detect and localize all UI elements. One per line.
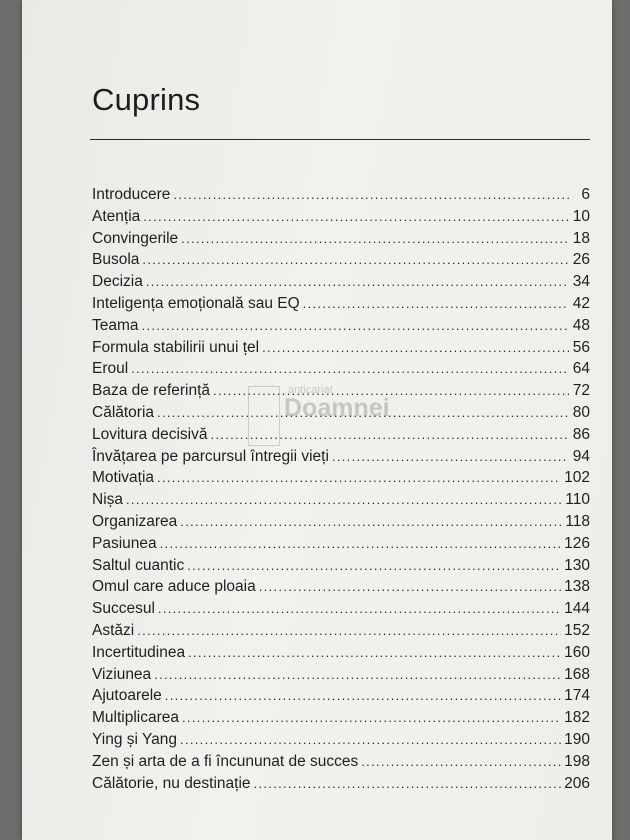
dot-leader xyxy=(361,751,561,773)
toc-entry-page: 10 xyxy=(572,207,590,225)
toc-entry-page: 94 xyxy=(572,447,590,465)
toc-entry-title: Nișa xyxy=(92,491,124,509)
title-divider xyxy=(90,139,590,140)
dot-leader xyxy=(180,511,562,533)
toc-entry-title: Baza de referință xyxy=(92,382,211,400)
dot-leader xyxy=(254,773,562,795)
dot-leader xyxy=(142,249,569,271)
toc-entry xyxy=(92,685,590,707)
watermark-frame xyxy=(248,386,280,446)
toc-entry xyxy=(92,293,590,315)
dot-leader xyxy=(158,598,561,620)
toc-entry-title: Motivația xyxy=(92,469,155,487)
toc-entry xyxy=(92,184,590,206)
toc-entry-title: Inteligența emoțională sau EQ xyxy=(92,294,300,312)
toc-entry-title: Busola xyxy=(92,251,140,269)
dot-leader xyxy=(173,184,569,206)
dot-leader xyxy=(146,271,569,293)
toc-entry xyxy=(92,773,590,795)
toc-entry xyxy=(92,467,590,489)
toc-entry-page: 206 xyxy=(564,774,590,792)
toc-entry-title: Viziunea xyxy=(92,665,152,683)
dot-leader xyxy=(143,206,569,228)
toc-entry-page: 152 xyxy=(564,621,590,639)
toc-entry xyxy=(92,358,590,380)
toc-entry-title: Decizia xyxy=(92,273,143,291)
dot-leader xyxy=(131,358,569,380)
toc-entry xyxy=(92,249,590,271)
toc-entry-title: Teama xyxy=(92,316,139,334)
watermark-main-text: Doamnei xyxy=(284,394,390,422)
toc-entry-title: Introducere xyxy=(92,186,171,203)
toc-entry-title: Multiplicarea xyxy=(92,709,180,727)
toc-entry-page: 190 xyxy=(564,730,590,748)
toc-entry-title: Formula stabilirii unui țel xyxy=(92,338,260,356)
toc-entry-page: 48 xyxy=(572,316,590,334)
toc-entry-title: Eroul xyxy=(92,360,129,378)
toc-entry xyxy=(92,228,590,250)
toc-entry-page: 18 xyxy=(572,229,590,247)
toc-entry xyxy=(92,489,590,511)
watermark-top-text: anticariat xyxy=(288,384,333,396)
toc-entry-page: 56 xyxy=(572,338,590,356)
toc-entry-title: Lovitura decisivă xyxy=(92,425,208,443)
toc-entry-title: Organizarea xyxy=(92,512,178,530)
toc-entry-title: Învățarea pe parcursul întregii vieți xyxy=(92,447,329,465)
toc-entry-page: 144 xyxy=(564,600,590,618)
toc-entry-title: Convingerile xyxy=(92,229,179,247)
toc-entry-title: Ying și Yang xyxy=(92,730,178,748)
toc-entry-page: 138 xyxy=(564,578,590,596)
toc-entry-page: 80 xyxy=(572,403,590,421)
table-of-contents xyxy=(92,184,590,794)
toc-entry-page: 64 xyxy=(572,360,590,378)
toc-entry-page: 72 xyxy=(572,382,590,400)
toc-entry-title: Călătorie, nu destinație xyxy=(92,774,251,792)
toc-entry-title: Pasiunea xyxy=(92,534,157,552)
toc-entry-title: Zen și arta de a fi încununat de succes xyxy=(92,752,359,770)
toc-entry xyxy=(92,271,590,293)
toc-entry-title: Astăzi xyxy=(92,621,135,639)
dot-leader xyxy=(180,729,561,751)
toc-entry-page: 174 xyxy=(564,687,590,705)
toc-entry-page: 6 xyxy=(581,186,590,203)
dot-leader xyxy=(137,620,561,642)
toc-entry xyxy=(92,511,590,533)
toc-entry xyxy=(92,533,590,555)
toc-entry-page: 42 xyxy=(572,294,590,312)
toc-entry xyxy=(92,337,590,359)
dot-leader xyxy=(160,533,561,555)
toc-entry-title: Succesul xyxy=(92,600,155,618)
page-title: Cuprins xyxy=(92,82,201,117)
dot-leader xyxy=(303,293,569,315)
toc-entry xyxy=(92,576,590,598)
toc-entry-page: 34 xyxy=(572,273,590,291)
toc-entry-page: 102 xyxy=(564,469,590,487)
toc-entry-title: Saltul cuantic xyxy=(92,556,185,574)
toc-entry-page: 86 xyxy=(572,425,590,443)
toc-entry xyxy=(92,620,590,642)
toc-entry xyxy=(92,729,590,751)
dot-leader xyxy=(188,642,561,664)
dot-leader xyxy=(259,576,561,598)
toc-entry xyxy=(92,707,590,729)
toc-entry-page: 118 xyxy=(565,512,590,530)
toc-entry-title: Incertitudinea xyxy=(92,643,186,661)
dot-leader xyxy=(182,707,561,729)
toc-entry-page: 160 xyxy=(564,643,590,661)
toc-entry-page: 198 xyxy=(564,752,590,770)
book-page xyxy=(22,0,612,840)
toc-entry-page: 110 xyxy=(565,491,590,509)
dot-leader xyxy=(165,685,561,707)
dot-leader xyxy=(142,315,569,337)
dot-leader xyxy=(181,228,569,250)
toc-entry xyxy=(92,598,590,620)
toc-entry xyxy=(92,315,590,337)
toc-entry-page: 126 xyxy=(564,534,590,552)
dot-leader xyxy=(157,467,561,489)
toc-entry-page: 182 xyxy=(564,709,590,727)
toc-entry-title: Atenția xyxy=(92,207,141,225)
toc-entry-page: 130 xyxy=(564,556,590,574)
toc-entry xyxy=(92,555,590,577)
toc-entry-title: Călătoria xyxy=(92,403,155,421)
toc-entry xyxy=(92,642,590,664)
watermark-logo xyxy=(248,384,388,458)
dot-leader xyxy=(154,664,561,686)
toc-entry xyxy=(92,751,590,773)
toc-entry xyxy=(92,206,590,228)
dot-leader xyxy=(262,337,569,359)
dot-leader xyxy=(126,489,562,511)
toc-entry-title: Omul care aduce ploaia xyxy=(92,578,256,596)
toc-entry xyxy=(92,664,590,686)
toc-entry-page: 168 xyxy=(564,665,590,683)
toc-entry-page: 26 xyxy=(572,251,590,269)
toc-entry-title: Ajutoarele xyxy=(92,687,162,705)
dot-leader xyxy=(187,555,561,577)
